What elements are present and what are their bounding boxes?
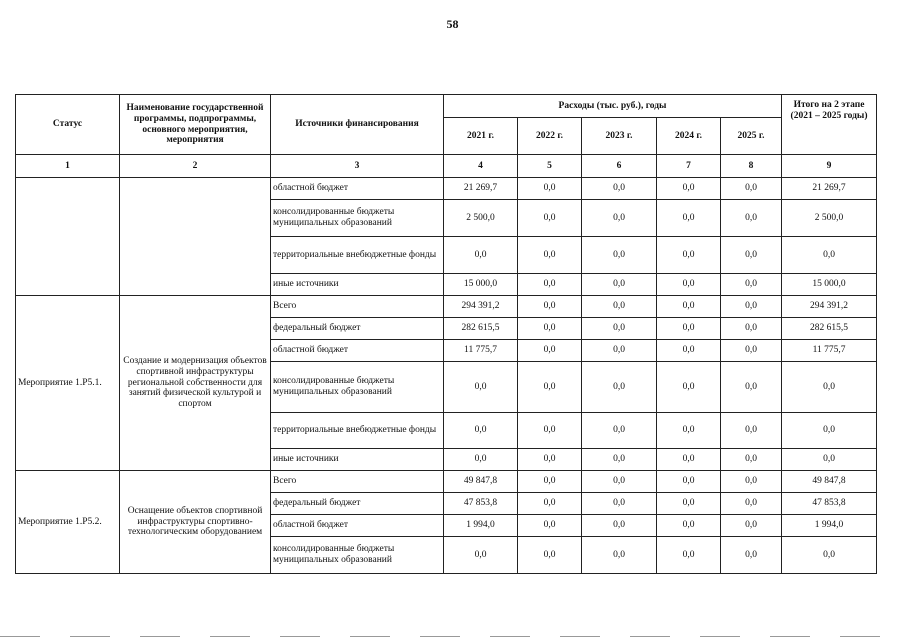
year-value: 0,0 [444, 413, 518, 449]
year-value: 0,0 [582, 413, 657, 449]
total-value: 294 391,2 [782, 296, 877, 318]
year-value: 0,0 [582, 515, 657, 537]
column-number: 3 [271, 155, 444, 178]
row-status: Мероприятие 1.Р5.2. [16, 471, 120, 574]
year-value: 0,0 [518, 200, 582, 237]
year-value: 0,0 [518, 318, 582, 340]
year-value: 0,0 [518, 449, 582, 471]
year-value: 0,0 [582, 362, 657, 413]
year-value: 0,0 [582, 237, 657, 274]
row-event-name: Создание и модернизация объектов спортивной инфраструктуры региональной собственности для занятий физической культурой и спортом [120, 296, 271, 471]
year-value: 0,0 [721, 178, 782, 200]
year-value: 0,0 [582, 274, 657, 296]
year-value: 0,0 [721, 537, 782, 574]
year-value: 21 269,7 [444, 178, 518, 200]
year-value: 0,0 [518, 178, 582, 200]
year-value: 0,0 [721, 413, 782, 449]
year-value: 0,0 [518, 493, 582, 515]
funding-source: федеральный бюджет [271, 493, 444, 515]
row-status: Мероприятие 1.Р5.1. [16, 296, 120, 471]
header-year: 2025 г. [721, 118, 782, 155]
header-year: 2024 г. [657, 118, 721, 155]
table-body [16, 178, 877, 574]
total-value: 0,0 [782, 537, 877, 574]
year-value: 0,0 [657, 537, 721, 574]
year-value: 0,0 [721, 200, 782, 237]
table-row [16, 471, 877, 493]
header-year: 2023 г. [582, 118, 657, 155]
year-value: 0,0 [582, 537, 657, 574]
year-value: 0,0 [444, 449, 518, 471]
total-value: 0,0 [782, 237, 877, 274]
year-value: 0,0 [657, 237, 721, 274]
funding-source: областной бюджет [271, 515, 444, 537]
year-value: 0,0 [721, 296, 782, 318]
year-value: 0,0 [721, 362, 782, 413]
total-value: 15 000,0 [782, 274, 877, 296]
header-name: Наименование государственной программы, подпрограммы, основного мероприятия, мероприятия [120, 95, 271, 155]
funding-source: территориальные внебюджетные фонды [271, 237, 444, 274]
funding-source: федеральный бюджет [271, 318, 444, 340]
funding-source: иные источники [271, 274, 444, 296]
column-number: 7 [657, 155, 721, 178]
year-value: 0,0 [518, 274, 582, 296]
column-number: 5 [518, 155, 582, 178]
page-bottom-rule [0, 636, 905, 637]
total-value: 49 847,8 [782, 471, 877, 493]
column-number: 1 [16, 155, 120, 178]
page-number: 58 [446, 17, 459, 31]
year-value: 0,0 [657, 449, 721, 471]
year-value: 0,0 [721, 237, 782, 274]
year-value: 0,0 [721, 340, 782, 362]
year-value: 2 500,0 [444, 200, 518, 237]
column-number: 2 [120, 155, 271, 178]
year-value: 1 994,0 [444, 515, 518, 537]
year-value: 0,0 [657, 296, 721, 318]
year-value: 0,0 [582, 318, 657, 340]
year-value: 294 391,2 [444, 296, 518, 318]
total-value: 2 500,0 [782, 200, 877, 237]
table-row [16, 178, 877, 200]
year-value: 0,0 [582, 340, 657, 362]
year-value: 0,0 [582, 178, 657, 200]
total-value: 21 269,7 [782, 178, 877, 200]
year-value: 0,0 [657, 318, 721, 340]
year-value: 0,0 [582, 296, 657, 318]
row-status [16, 178, 120, 296]
header-sources: Источники финансирования [271, 95, 444, 155]
year-value: 0,0 [721, 493, 782, 515]
year-value: 0,0 [444, 237, 518, 274]
funding-source: консолидированные бюджеты муниципальных образований [271, 200, 444, 237]
header-year: 2021 г. [444, 118, 518, 155]
year-value: 0,0 [657, 274, 721, 296]
year-value: 0,0 [657, 362, 721, 413]
total-value: 0,0 [782, 449, 877, 471]
year-value: 0,0 [518, 413, 582, 449]
header-total: Итого на 2 этапе (2021 – 2025 годы) [782, 95, 877, 155]
year-value: 0,0 [582, 471, 657, 493]
year-value: 0,0 [657, 413, 721, 449]
budget-table [15, 94, 877, 574]
funding-source: областной бюджет [271, 178, 444, 200]
funding-source: Всего [271, 296, 444, 318]
year-value: 0,0 [657, 340, 721, 362]
total-value: 47 853,8 [782, 493, 877, 515]
year-value: 0,0 [657, 493, 721, 515]
year-value: 0,0 [518, 515, 582, 537]
year-value: 0,0 [518, 237, 582, 274]
funding-source: территориальные внебюджетные фонды [271, 413, 444, 449]
funding-source: консолидированные бюджеты муниципальных образований [271, 537, 444, 574]
header-year: 2022 г. [518, 118, 582, 155]
total-value: 282 615,5 [782, 318, 877, 340]
column-number: 4 [444, 155, 518, 178]
column-number: 6 [582, 155, 657, 178]
year-value: 11 775,7 [444, 340, 518, 362]
total-value: 0,0 [782, 413, 877, 449]
year-value: 0,0 [518, 537, 582, 574]
table-row [16, 296, 877, 318]
year-value: 0,0 [721, 449, 782, 471]
year-value: 0,0 [518, 296, 582, 318]
year-value: 0,0 [721, 274, 782, 296]
year-value: 0,0 [657, 178, 721, 200]
year-value: 0,0 [721, 471, 782, 493]
year-value: 0,0 [582, 449, 657, 471]
year-value: 49 847,8 [444, 471, 518, 493]
year-value: 0,0 [721, 318, 782, 340]
year-value: 0,0 [518, 471, 582, 493]
year-value: 0,0 [657, 515, 721, 537]
funding-source: консолидированные бюджеты муниципальных образований [271, 362, 444, 413]
funding-source: областной бюджет [271, 340, 444, 362]
funding-source: Всего [271, 471, 444, 493]
year-value: 15 000,0 [444, 274, 518, 296]
row-event-name [120, 178, 271, 296]
year-value: 0,0 [444, 362, 518, 413]
year-value: 282 615,5 [444, 318, 518, 340]
total-value: 11 775,7 [782, 340, 877, 362]
year-value: 0,0 [721, 515, 782, 537]
year-value: 0,0 [518, 362, 582, 413]
total-value: 1 994,0 [782, 515, 877, 537]
funding-source: иные источники [271, 449, 444, 471]
row-event-name: Оснащение объектов спортивной инфраструктуры спортивно-технологическим оборудованием [120, 471, 271, 574]
year-value: 47 853,8 [444, 493, 518, 515]
year-value: 0,0 [657, 471, 721, 493]
year-value: 0,0 [582, 200, 657, 237]
header-expenses: Расходы (тыс. руб.), годы [444, 95, 782, 118]
year-value: 0,0 [582, 493, 657, 515]
header-status: Статус [16, 95, 120, 155]
column-number: 8 [721, 155, 782, 178]
year-value: 0,0 [518, 340, 582, 362]
total-value: 0,0 [782, 362, 877, 413]
year-value: 0,0 [657, 200, 721, 237]
column-number: 9 [782, 155, 877, 178]
year-value: 0,0 [444, 537, 518, 574]
